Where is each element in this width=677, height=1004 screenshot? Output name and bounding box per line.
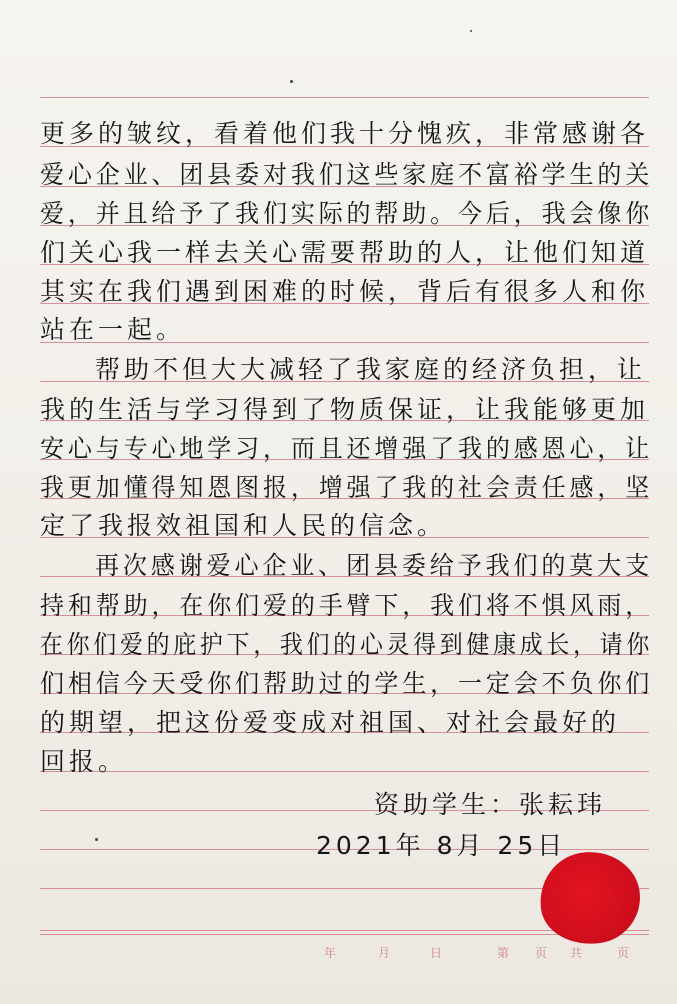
letter-line: 我更加懂得知恩图报，增强了我的社会责任感，坚 (40, 473, 654, 502)
letter-line: 在你们爱的庇护下，我们的心灵得到健康成长，请你 (40, 630, 653, 659)
letter-line: 其实在我们遇到困难的时候，背后有很多人和你 (40, 277, 650, 306)
letter-line: 我的生活与学习得到了物质保证，让我能够更加 (40, 395, 650, 424)
letter-line: 再次感谢爱心企业、团县委给予我们的莫大支 (95, 551, 653, 580)
footer-total-prefix: 共 (570, 946, 583, 960)
letter-line: 安心与专心地学习，而且还增强了我的感恩心，让 (40, 434, 654, 463)
letter-line: 定了我报效祖国和人民的信念。 (40, 511, 447, 540)
footer-page-mid: 页 (535, 946, 548, 960)
letter-line: 更多的皱纹，看着他们我十分愧疚，非常感谢各 (40, 119, 650, 148)
signature: 资助学生：张耘玮 (374, 790, 607, 819)
letter-date: 2021年 8月 25日 (316, 831, 567, 860)
letter-line: 回报。 (40, 747, 128, 776)
letter-line: 爱心企业、团县委对我们这些家庭不富裕学生的关 (40, 160, 654, 189)
paper-speck (290, 80, 293, 83)
letter-line: 持和帮助，在你们爱的手臂下，我们将不惧风雨， (40, 591, 654, 620)
footer-month-label: 月 (378, 946, 391, 960)
letter-line: 们相信今天受你们帮助过的学生，一定会不负你们 (40, 669, 654, 698)
letter-line: 们关心我一样去关心需要帮助的人，让他们知道 (40, 238, 650, 267)
letter-line: 爱，并且给予了我们实际的帮助。今后，我会像你 (40, 199, 654, 228)
footer-page-prefix: 第 (497, 946, 510, 960)
footer-page-suffix: 页 (617, 946, 630, 960)
footer-year-label: 年 (324, 946, 337, 960)
paper-speck (470, 30, 472, 32)
letter-line: 的期望，把这份爱变成对祖国、对社会最好的 (40, 708, 621, 737)
letter-line: 帮助不但大大减轻了我家庭的经济负担，让 (95, 355, 647, 384)
ruled-line (40, 97, 649, 98)
paper-speck (95, 838, 98, 841)
letter-line: 站在一起。 (40, 315, 186, 344)
footer-day-label: 日 (430, 946, 443, 960)
